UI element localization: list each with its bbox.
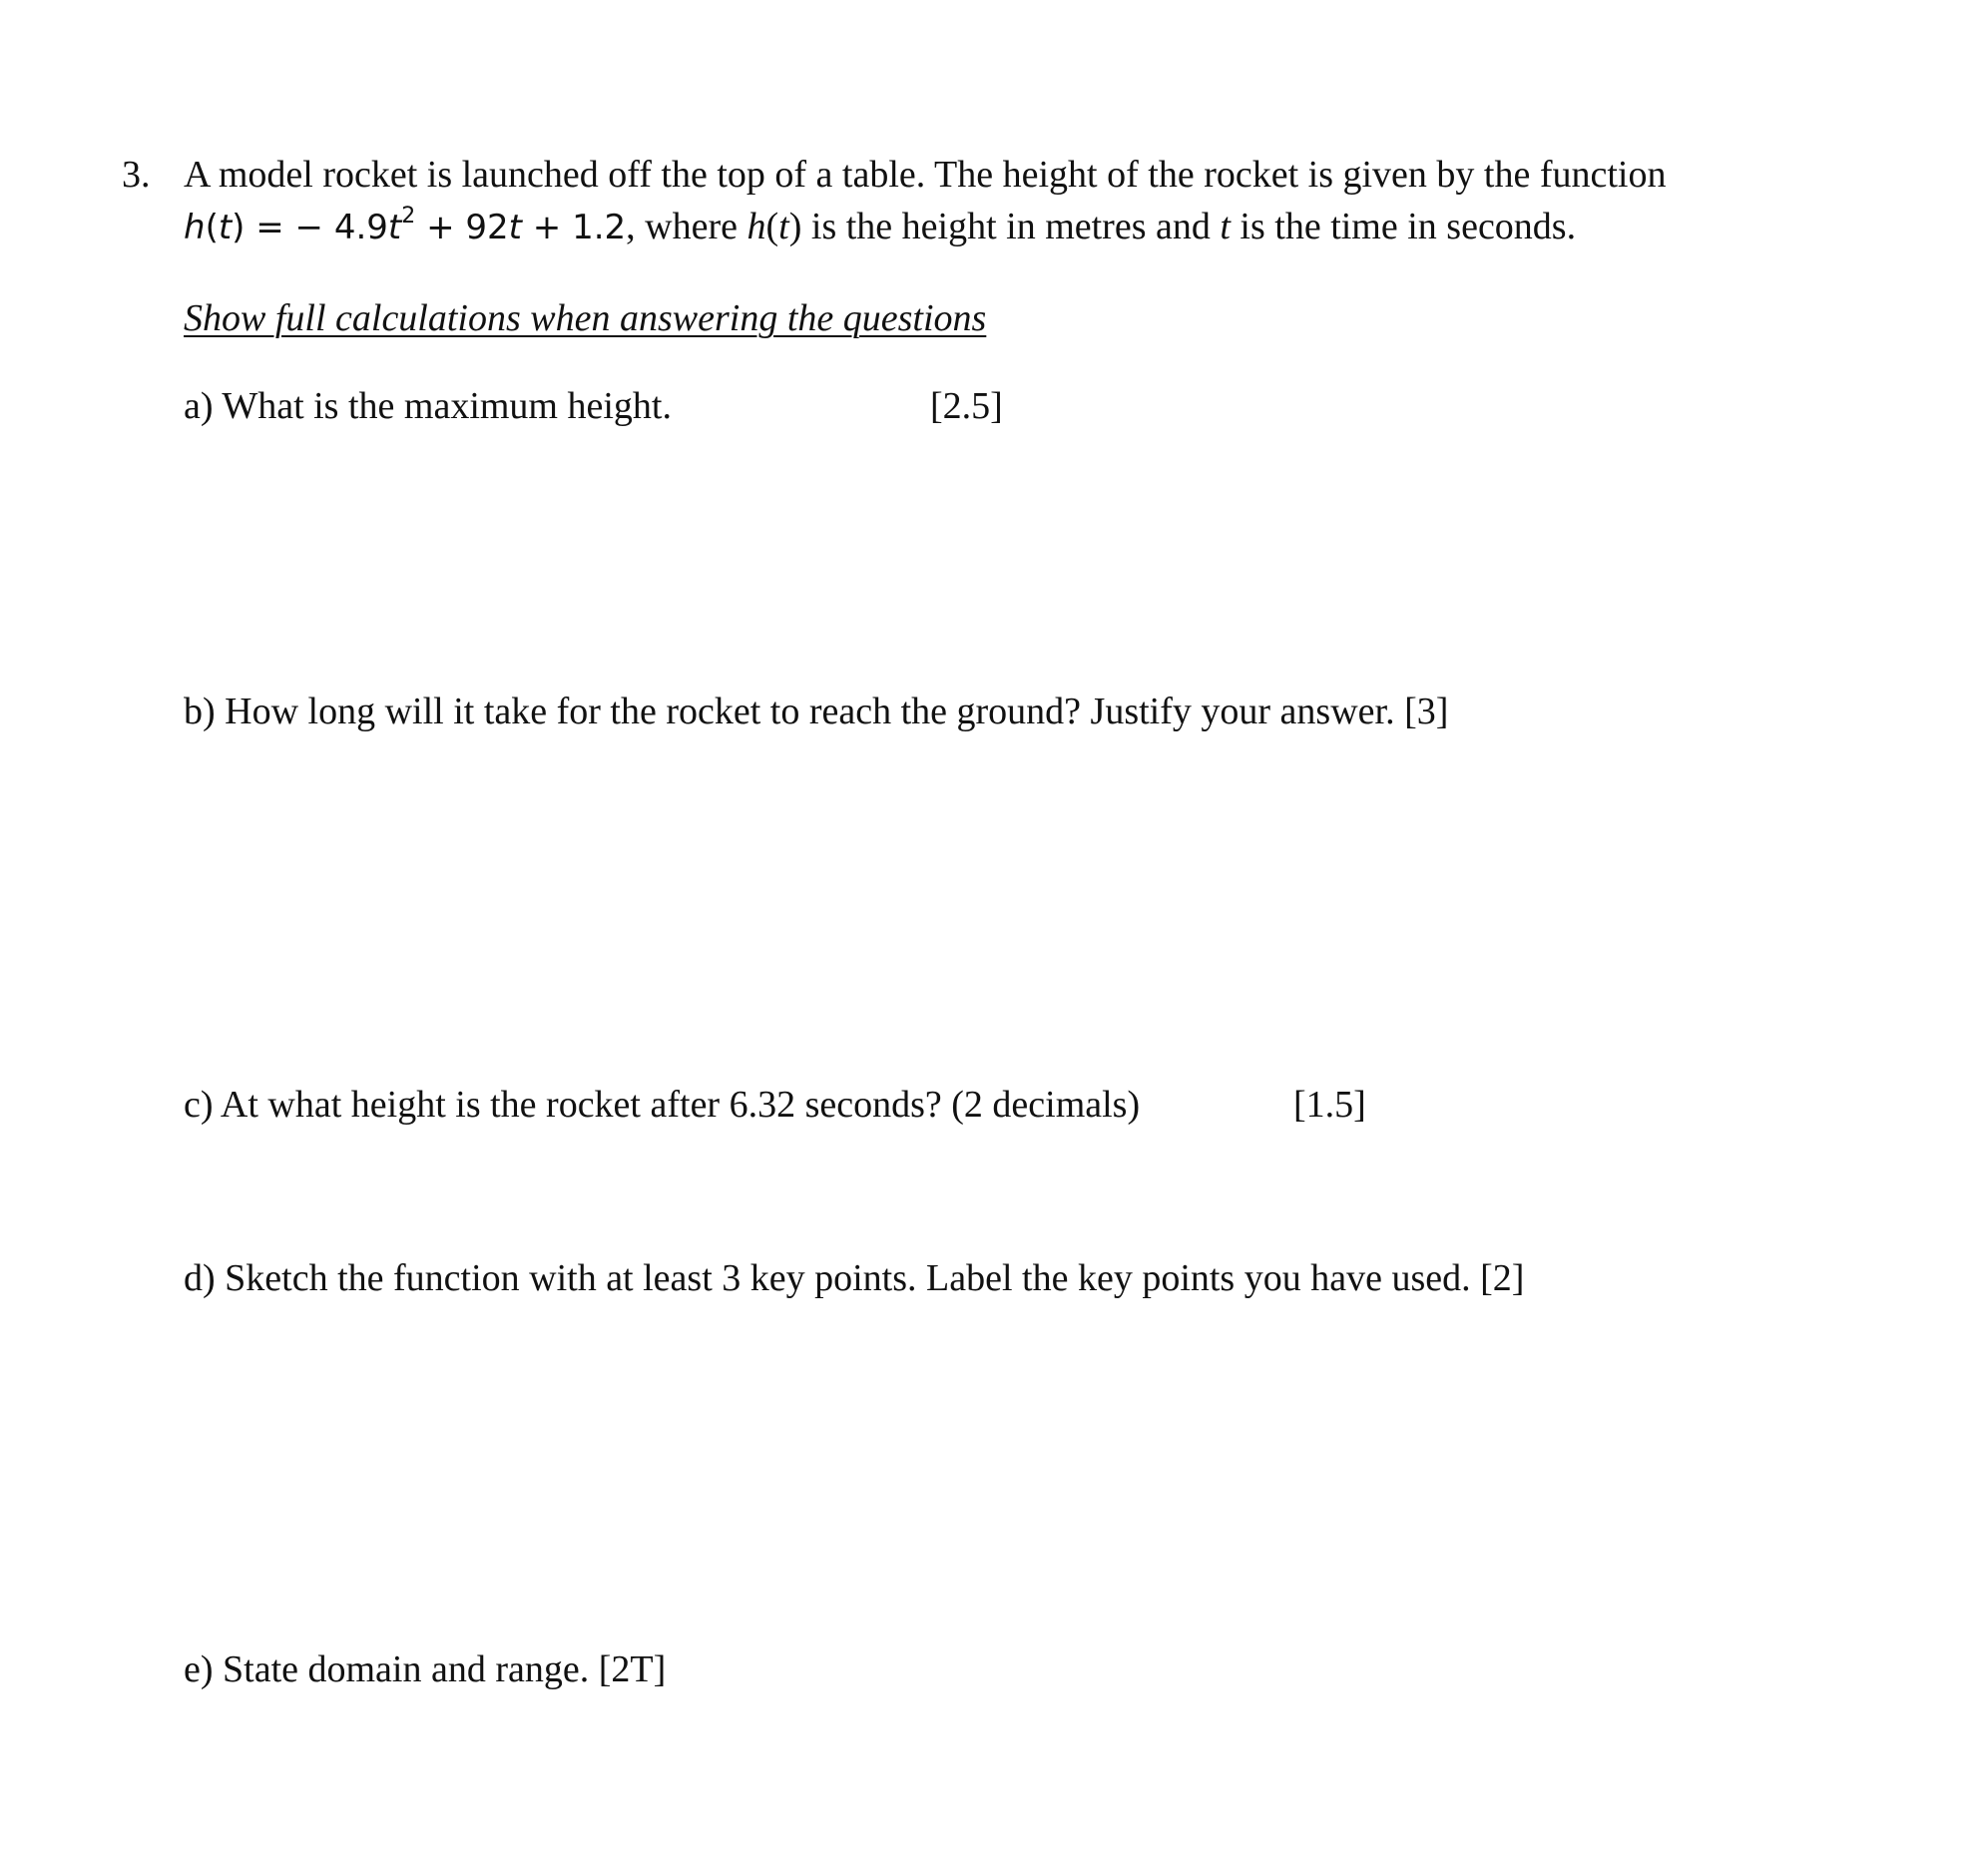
question-number: 3. <box>122 154 151 196</box>
eq-tail-end: is the time in seconds. <box>1230 206 1577 247</box>
function-equation: h(t) = − $4.9t^2 + 92t + 1.2$ <box>184 204 627 247</box>
eq-equals-coef: = − 4.9 <box>245 208 388 247</box>
question-intro-line: A model rocket is launched off the top of a table. The height of the rocket is given by the function <box>184 154 1667 196</box>
eq-exponent: 2 <box>401 204 416 229</box>
instruction-text: Show full calculations when answering the questions <box>184 297 987 339</box>
eq-t1: t <box>387 208 402 247</box>
t-var: t <box>1220 206 1231 247</box>
part-c-text: c) At what height is the rocket after 6.32 seconds? (2 decimals) <box>184 1084 1141 1126</box>
part-d-text: d) Sketch the function with at least 3 key points. Label the key points you have used. [2] <box>184 1257 1525 1299</box>
function-definition-line: h(t) = − $4.9t^2 + 92t + 1.2$, where h(t) is the height in metres and t is the time in seconds. <box>184 204 1577 247</box>
part-c-marks: [1.5] <box>1293 1084 1366 1126</box>
eq-lhs-var: t <box>218 208 233 247</box>
eq-constant: + 1.2 <box>521 208 627 247</box>
eq-plus92: + 92 <box>415 208 509 247</box>
eq-t2: t <box>508 208 522 247</box>
part-a-text: a) What is the maximum height. <box>184 385 672 427</box>
h-fn: h <box>746 206 766 247</box>
part-b-text: b) How long will it take for the rocket to reach the ground? Justify your answer. [3] <box>184 691 1449 732</box>
h-var: t <box>778 206 789 247</box>
part-a-marks: [2.5] <box>930 385 1003 427</box>
part-e-text: e) State domain and range. [2T] <box>184 1648 667 1690</box>
eq-lhs-fn: h <box>184 208 206 247</box>
eq-where: , where <box>626 206 747 247</box>
eq-tail-mid: is the height in metres and <box>801 206 1221 247</box>
